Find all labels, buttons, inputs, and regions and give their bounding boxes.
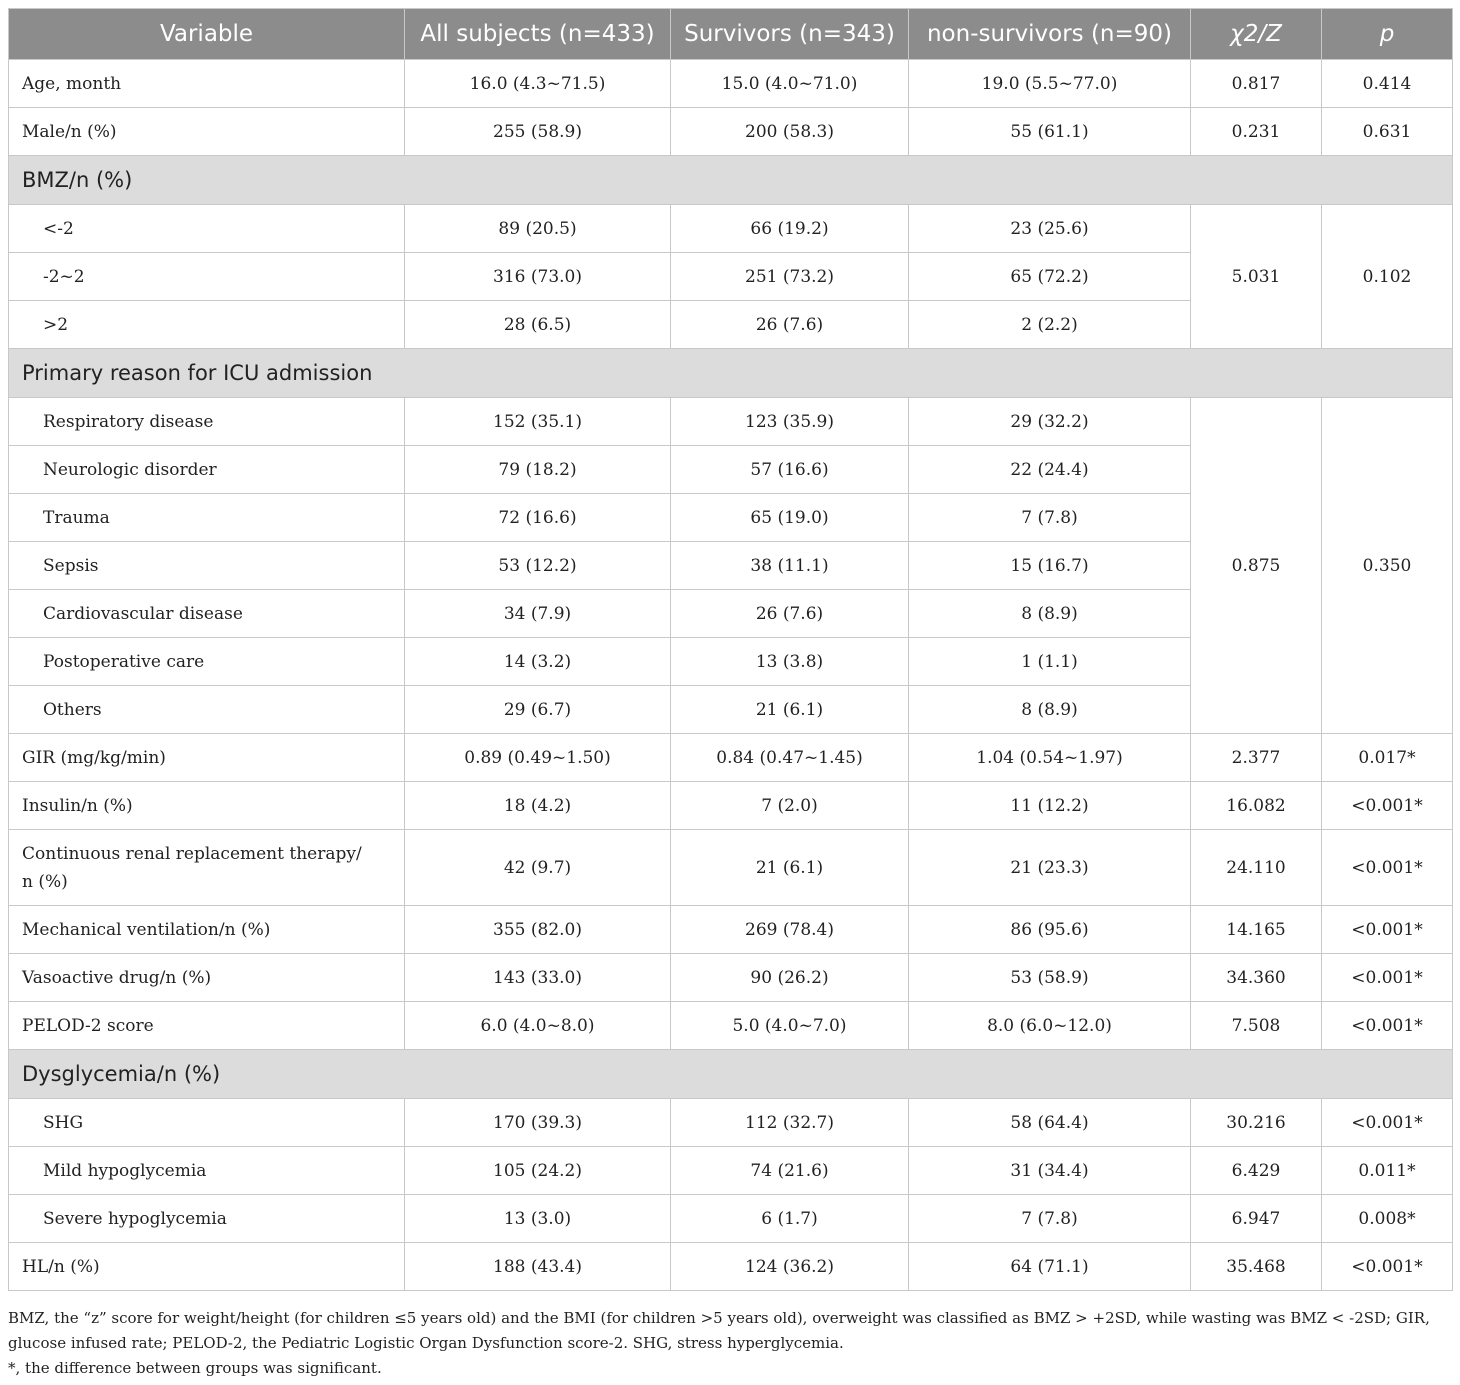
cell-survivors: 57 (16.6) — [671, 446, 909, 494]
cell-non-survivors: 21 (23.3) — [909, 830, 1191, 906]
row-label: >2 — [9, 301, 405, 349]
table-row-severe-hypoglycemia — [9, 1195, 1453, 1243]
section-heading-dysglycemia: Dysglycemia/n (%) — [9, 1050, 1453, 1099]
cell-all: 6.0 (4.0~8.0) — [405, 1002, 671, 1050]
cell-non-survivors: 11 (12.2) — [909, 782, 1191, 830]
row-label: Postoperative care — [9, 638, 405, 686]
table-row-shg — [9, 1099, 1453, 1147]
cell-survivors: 26 (7.6) — [671, 590, 909, 638]
cell-statistic-icu: 0.875 — [1191, 398, 1322, 734]
data-table — [8, 8, 1453, 1291]
row-label: Others — [9, 686, 405, 734]
cell-all: 355 (82.0) — [405, 906, 671, 954]
row-label: Trauma — [9, 494, 405, 542]
table-row-respiratory — [9, 398, 1453, 446]
cell-non-survivors: 31 (34.4) — [909, 1147, 1191, 1195]
cell-non-survivors: 86 (95.6) — [909, 906, 1191, 954]
row-label: <-2 — [9, 205, 405, 253]
cell-all: 72 (16.6) — [405, 494, 671, 542]
header-statistic: χ2/Z — [1191, 9, 1322, 60]
header-variable: Variable — [9, 9, 405, 60]
section-row-bmz — [9, 156, 1453, 205]
table-row-crrt — [9, 830, 1453, 906]
cell-all: 255 (58.9) — [405, 108, 671, 156]
cell-p: <0.001* — [1322, 1099, 1453, 1147]
row-label: SHG — [9, 1099, 405, 1147]
cell-p: <0.001* — [1322, 1243, 1453, 1291]
cell-non-survivors: 23 (25.6) — [909, 205, 1191, 253]
cell-survivors: 26 (7.6) — [671, 301, 909, 349]
table-row-pelod — [9, 1002, 1453, 1050]
cell-survivors: 38 (11.1) — [671, 542, 909, 590]
section-heading-icu: Primary reason for ICU admission — [9, 349, 1453, 398]
cell-p: 0.008* — [1322, 1195, 1453, 1243]
row-label: -2~2 — [9, 253, 405, 301]
cell-non-survivors: 2 (2.2) — [909, 301, 1191, 349]
row-label: Male/n (%) — [9, 108, 405, 156]
cell-survivors: 123 (35.9) — [671, 398, 909, 446]
row-label: Severe hypoglycemia — [9, 1195, 405, 1243]
table-row-hl — [9, 1243, 1453, 1291]
cell-statistic: 35.468 — [1191, 1243, 1322, 1291]
cell-statistic: 0.231 — [1191, 108, 1322, 156]
cell-non-survivors: 29 (32.2) — [909, 398, 1191, 446]
table-row-mechanical-ventilation — [9, 906, 1453, 954]
row-label: Age, month — [9, 60, 405, 108]
row-label: Mechanical ventilation/n (%) — [9, 906, 405, 954]
cell-p-bmz: 0.102 — [1322, 205, 1453, 349]
table-row-age — [9, 60, 1453, 108]
row-label: Vasoactive drug/n (%) — [9, 954, 405, 1002]
cell-survivors: 21 (6.1) — [671, 830, 909, 906]
cell-survivors: 65 (19.0) — [671, 494, 909, 542]
cell-survivors: 7 (2.0) — [671, 782, 909, 830]
cell-survivors: 269 (78.4) — [671, 906, 909, 954]
row-label — [9, 830, 405, 906]
row-label: Cardiovascular disease — [9, 590, 405, 638]
table-row-male — [9, 108, 1453, 156]
row-label: Neurologic disorder — [9, 446, 405, 494]
footnote-significance: *, the difference between groups was significant. — [8, 1359, 382, 1377]
section-heading-bmz: BMZ/n (%) — [9, 156, 1453, 205]
section-row-icu — [9, 349, 1453, 398]
cell-statistic: 0.817 — [1191, 60, 1322, 108]
cell-p-icu: 0.350 — [1322, 398, 1453, 734]
cell-non-survivors: 1 (1.1) — [909, 638, 1191, 686]
cell-all: 143 (33.0) — [405, 954, 671, 1002]
cell-survivors: 112 (32.7) — [671, 1099, 909, 1147]
cell-non-survivors: 55 (61.1) — [909, 108, 1191, 156]
cell-survivors: 21 (6.1) — [671, 686, 909, 734]
cell-non-survivors: 53 (58.9) — [909, 954, 1191, 1002]
cell-p: <0.001* — [1322, 830, 1453, 906]
cell-all: 79 (18.2) — [405, 446, 671, 494]
row-label-line2: n (%) — [22, 871, 68, 892]
cell-all: 152 (35.1) — [405, 398, 671, 446]
cell-p: 0.631 — [1322, 108, 1453, 156]
cell-survivors: 6 (1.7) — [671, 1195, 909, 1243]
header-p: p — [1322, 9, 1453, 60]
cell-non-survivors: 7 (7.8) — [909, 1195, 1191, 1243]
cell-all: 28 (6.5) — [405, 301, 671, 349]
cell-all: 105 (24.2) — [405, 1147, 671, 1195]
cell-non-survivors: 58 (64.4) — [909, 1099, 1191, 1147]
row-label: GIR (mg/kg/min) — [9, 734, 405, 782]
cell-non-survivors: 8 (8.9) — [909, 590, 1191, 638]
cell-p: 0.011* — [1322, 1147, 1453, 1195]
cell-statistic: 14.165 — [1191, 906, 1322, 954]
cell-p: <0.001* — [1322, 1002, 1453, 1050]
cell-all: 16.0 (4.3~71.5) — [405, 60, 671, 108]
cell-survivors: 200 (58.3) — [671, 108, 909, 156]
cell-statistic: 6.947 — [1191, 1195, 1322, 1243]
table-row-vasoactive — [9, 954, 1453, 1002]
cell-all: 188 (43.4) — [405, 1243, 671, 1291]
cell-all: 42 (9.7) — [405, 830, 671, 906]
footnote-abbreviations: BMZ, the “z” score for weight/height (for children ≤5 years old) and the BMI (for children >5 years old), overweight was classified as BMZ > +2SD, while wasting was BMZ < -2SD; GIR, glucose infused rate; PELOD-2, the Pediatric Logistic Organ Dysfunction score-2. SHG, stress hyperglycemia. — [8, 1309, 1430, 1352]
cell-non-survivors: 19.0 (5.5~77.0) — [909, 60, 1191, 108]
cell-all: 89 (20.5) — [405, 205, 671, 253]
cell-non-survivors: 15 (16.7) — [909, 542, 1191, 590]
cell-all: 14 (3.2) — [405, 638, 671, 686]
cell-statistic: 34.360 — [1191, 954, 1322, 1002]
cell-non-survivors: 1.04 (0.54~1.97) — [909, 734, 1191, 782]
cell-statistic: 6.429 — [1191, 1147, 1322, 1195]
row-label: Mild hypoglycemia — [9, 1147, 405, 1195]
cell-statistic: 7.508 — [1191, 1002, 1322, 1050]
cell-p: 0.414 — [1322, 60, 1453, 108]
cell-all: 34 (7.9) — [405, 590, 671, 638]
row-label: HL/n (%) — [9, 1243, 405, 1291]
cell-survivors: 0.84 (0.47~1.45) — [671, 734, 909, 782]
cell-all: 13 (3.0) — [405, 1195, 671, 1243]
cell-non-survivors: 8 (8.9) — [909, 686, 1191, 734]
table-row-insulin — [9, 782, 1453, 830]
header-all-subjects: All subjects (n=433) — [405, 9, 671, 60]
table-row-bmz-low — [9, 205, 1453, 253]
cell-all: 18 (4.2) — [405, 782, 671, 830]
cell-survivors: 13 (3.8) — [671, 638, 909, 686]
table-row-gir — [9, 734, 1453, 782]
table-container — [8, 8, 1452, 1291]
row-label-line1: Continuous renal replacement therapy/ — [22, 843, 362, 864]
cell-survivors: 124 (36.2) — [671, 1243, 909, 1291]
cell-statistic-bmz: 5.031 — [1191, 205, 1322, 349]
table-footnotes — [8, 1306, 1456, 1381]
cell-all: 170 (39.3) — [405, 1099, 671, 1147]
cell-non-survivors: 22 (24.4) — [909, 446, 1191, 494]
cell-all: 0.89 (0.49~1.50) — [405, 734, 671, 782]
cell-p: <0.001* — [1322, 782, 1453, 830]
header-non-survivors: non-survivors (n=90) — [909, 9, 1191, 60]
section-row-dysglycemia — [9, 1050, 1453, 1099]
cell-statistic: 30.216 — [1191, 1099, 1322, 1147]
cell-p: 0.017* — [1322, 734, 1453, 782]
cell-p: <0.001* — [1322, 906, 1453, 954]
cell-all: 53 (12.2) — [405, 542, 671, 590]
cell-survivors: 15.0 (4.0~71.0) — [671, 60, 909, 108]
cell-survivors: 251 (73.2) — [671, 253, 909, 301]
cell-non-survivors: 65 (72.2) — [909, 253, 1191, 301]
cell-p: <0.001* — [1322, 954, 1453, 1002]
cell-non-survivors: 64 (71.1) — [909, 1243, 1191, 1291]
header-row — [9, 9, 1453, 60]
cell-statistic: 2.377 — [1191, 734, 1322, 782]
cell-non-survivors: 7 (7.8) — [909, 494, 1191, 542]
row-label: Respiratory disease — [9, 398, 405, 446]
row-label: PELOD-2 score — [9, 1002, 405, 1050]
cell-statistic: 16.082 — [1191, 782, 1322, 830]
cell-survivors: 90 (26.2) — [671, 954, 909, 1002]
header-survivors: Survivors (n=343) — [671, 9, 909, 60]
cell-survivors: 5.0 (4.0~7.0) — [671, 1002, 909, 1050]
row-label: Insulin/n (%) — [9, 782, 405, 830]
cell-survivors: 74 (21.6) — [671, 1147, 909, 1195]
cell-non-survivors: 8.0 (6.0~12.0) — [909, 1002, 1191, 1050]
cell-statistic: 24.110 — [1191, 830, 1322, 906]
cell-all: 316 (73.0) — [405, 253, 671, 301]
table-row-mild-hypoglycemia — [9, 1147, 1453, 1195]
row-label: Sepsis — [9, 542, 405, 590]
cell-survivors: 66 (19.2) — [671, 205, 909, 253]
cell-all: 29 (6.7) — [405, 686, 671, 734]
